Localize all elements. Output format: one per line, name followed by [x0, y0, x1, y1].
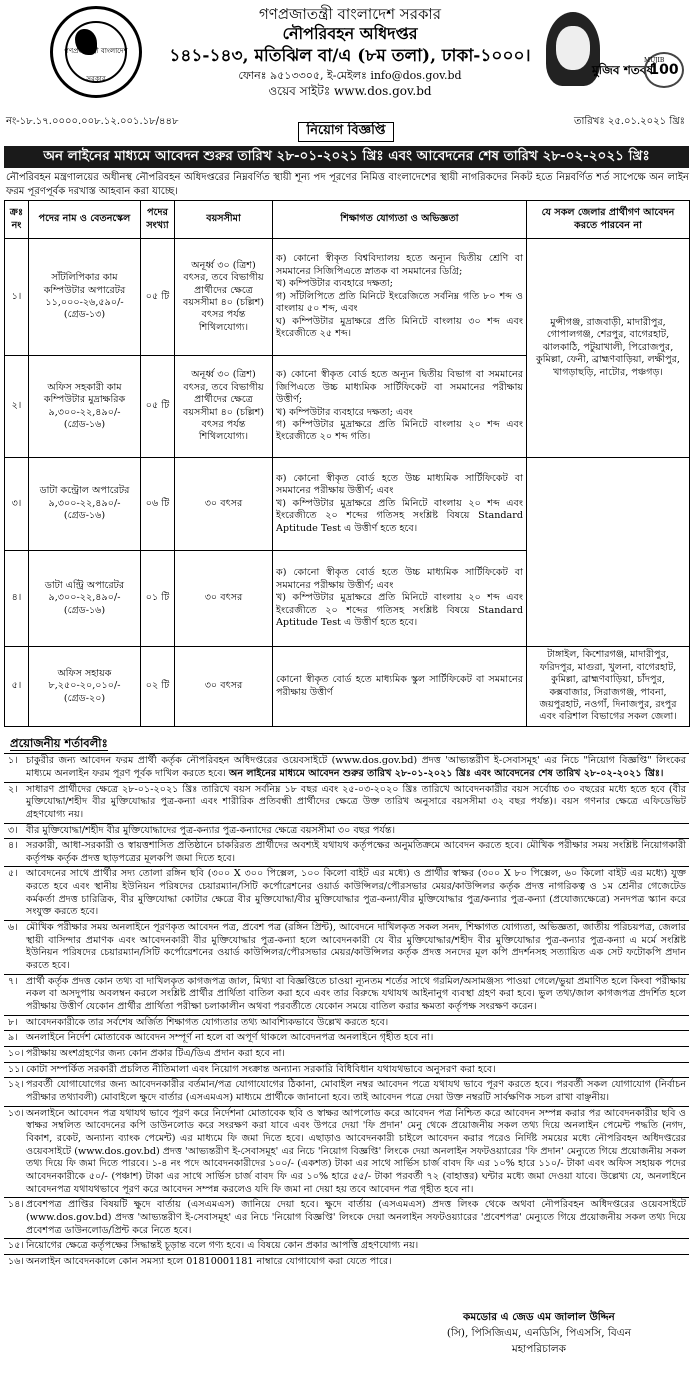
mujib-logo-text: মুজিব শতবর্ষ [592, 63, 654, 77]
department-address: ১৪১-১৪৩, মতিঝিল বা/এ (৮ম তলা), ঢাকা-১০০০। [169, 45, 531, 66]
table-row [5, 458, 690, 551]
cell-age: ৩০ বৎসর [175, 458, 273, 551]
cell-districts: টাঙ্গাইল, কিশোরগঞ্জ, মাদারীপুর, ফরিদপুর, মাগুরা, খুলনা, বাগেরহাট, কুমিল্লা, ব্রাহ্মণবাড়িয়া, চাঁদপুর, কক্সবাজার, সিরাজগঞ্জ, পাবনা, জয়পুরহাট, নওগাঁ, দিনাজপুর, রংপুর এবং বরিশাল বিভাগের সকল জেলা। [527, 647, 690, 727]
conditions-section [4, 737, 689, 1270]
government-name: গণপ্রজাতন্ত্রী বাংলাদেশ সরকার [258, 5, 442, 23]
cell-age: অনূর্ধ্ব ৩০ (ত্রিশ) বৎসর, তবে বিভাগীয় প্রার্থীদের ক্ষেত্রে বয়সসীমা ৪০ (চল্লিশ) বৎসর পর্যন্ত শিথিলযোগ্য। [175, 356, 273, 458]
condition-item: ৩। বীর মুক্তিযোদ্ধা/শহীদ বীর মুক্তিযোদ্ধাদের পুত্র-কন্যার পুত্র-কন্যাদের ক্ষেত্রে বয়সসীমা ৩০ বছর পর্যন্ত। [4, 823, 689, 839]
cell-qualification: ক) কোনো স্বীকৃত বোর্ড হতে উচ্চ মাধ্যমিক সার্টিফিকেট বা সমমানের পরীক্ষায় উত্তীর্ণ; এবং খ) কম্পিউটার মুদ্রাক্ষরে প্রতি মিনিটে বাংলায় ২০ শব্দ এবং ইংরেজীতে ২০ শব্দের গতিসহ সংশ্লিষ্ট বিষয়ে Standard Aptitude Test এ উত্তীর্ণ হতে হবে। [273, 458, 527, 551]
condition-item: ৯। অনলাইনে নির্দেশ মোতাবেক আবেদন সম্পূর্ণ না হলে বা অপূর্ণ থাকলে আবেদনপত্র অনলাইনে গৃহীত হবে না। [4, 1030, 689, 1046]
header-serial: ক্রঃ নং [5, 201, 29, 239]
centenary-mark: 100 [644, 52, 684, 88]
cell-serial: ৩। [5, 458, 29, 551]
cell-qualification: কোনো স্বীকৃত বোর্ড হতে মাধ্যমিক স্কুল সার্টিফিকেট বা সমমানের পরীক্ষায় উত্তীর্ণ [273, 647, 527, 727]
signatory-name: কমডোর এ জেড এম জালাল উদ্দিন [463, 1311, 615, 1323]
cell-post: সাঁটলিপিকার কাম কম্পিউটার অপারেটর ১১,০০০-২৬,৫৯০/- (গ্রেড-১৩) [29, 239, 141, 356]
header-text [160, 6, 540, 99]
cell-districts: মুন্সীগঞ্জ, রাজবাড়ী, মাদারীপুর, গোপালগঞ্জ, শেরপুর, বাগেরহাট, ঝালকাঠি, পটুয়াখালী, পিরোজপুর, কুমিল্লা, ফেনী, ব্রাহ্মণবাড়িয়া, লক্ষীপুর, খাগড়াছড়ি, নাটোর, পঞ্চগড়। [527, 239, 690, 458]
condition-item: ২। সাধারণ প্রার্থীদের ক্ষেত্রে ২৮-০১-২০২১ খ্রিঃ তারিখে বয়স সর্বনিম্ন ১৮ বছর এবং ২৫-০৩-২০২০ খ্রিঃ তারিখে আবেদনকারীর বয়স সর্বোচ্চ ৩০ বছরের মধ্যে হতে হবে (বীর মুক্তিযোদ্ধা/শহীদ বীর মুক্তিযোদ্ধার পুত্র-কন্যা এবং শারীরিক প্রতিবন্ধী প্রার্থীদের ক্ষেত্রে উক্ত তারিখ অনুসারে বয়সসীমা ৩২ বছর পর্যন্ত)। বয়স গণনার ক্ষেত্রে এফিডেভিট গ্রহণযোগ্য নয়। [4, 782, 689, 823]
table-row [5, 239, 690, 356]
cell-age: ৩০ বৎসর [175, 647, 273, 727]
condition-item: ১৩। অনলাইনে আবেদন পত্র যথাযথ ভাবে পূরণ করে নির্দেশনা মোতাবেক ছবি ও স্বাক্ষর আপলোড করে আবেদন পত্র নিশ্চিত করে আবেদন সম্পন্ন করার পর আবেদনকারীর ছবি ও স্বাক্ষর সম্বলিত আবেদনের কপি ডাউনলোড করে সংরক্ষণ করা যাবে এবং উপরে দেয়া 'ফি প্রদান' মেনু থেকে প্রয়োজনীয় সকল তথ্য দিয়ে অনলাইন পেমেন্ট পদ্ধতি (নগদ, বিকাশ, রকেট, অন্যান্য ব্যাংক পেমেন্ট) এর মাধ্যমে ফি জমা দিতে হবে। এছাড়াও আবেদনকারী চাইলে আবেদন করার পরেও নির্দিষ্ট সময়ের মধ্যে নৌপরিবহন অধিদপ্তরের ওয়েবসাইটে (www.dos.gov.bd) প্রদত্ত 'আভ্যন্তরীণ ই-সেবাসমূহ' এর নিচে 'নিয়োগ বিজ্ঞপ্তি' লিংকে দেয়া অনলাইন সফটওয়্যারের 'ফি প্রদান' মেন্যুতে গিয়ে প্রয়োজনীয় সকল তথ্য দিয়ে ফি জমা দিতে পারবে। ১-৪ নং পদে আবেদনকারীদের ১০০/- (একশত) টাকা এর সাথে সার্ভিস চার্জ বাবদ ফি এর ১০% হারে ১১০/- টাকা এবং অফিস সহায়ক পদের আবেদনকারীকে ৫০/- (পঞ্চাশ) টাকা এর সাথে সার্ভিস চার্জ বাবদ ফি এর ১০% হারে ৫৫/- টাকা পরবর্তী ৭২ (বাহাত্তর) ঘন্টার মধ্যে জমা দেওয়া যাবে। উল্লেখ্য যে, অনলাইনে আবেদনপত্র যথাযথভাবে পূরণ করে আবেদন সম্পন্ন করলেও যদি ফি জমা না দেয়া হয় তবে আবেদন পত্র গৃহীত হবে না। [4, 1106, 689, 1198]
condition-item: ১০। পরীক্ষায় অংশগ্রহণের জন্য কোন প্রকার টিএ/ডিএ প্রদান করা হবে না। [4, 1046, 689, 1062]
memo-number: নং-১৮.১৭.০০০০.০০৮.১২.০০১.১৮/৪৪৮ [6, 116, 179, 127]
header-count: পদের সংখ্যা [141, 201, 175, 239]
cell-count: ০৫ টি [141, 356, 175, 458]
condition-item: ১৫। নিয়োগের ক্ষেত্রে কর্তৃপক্ষের সিদ্ধান্তই চূড়ান্ত বলে গণ্য হবে। এ বিষয়ে কোন প্রকার আপত্তি গ্রহণযোগ্য নয়। [4, 1238, 689, 1254]
vacancy-table [4, 200, 690, 727]
mujib-small-text: MUJIB [644, 57, 665, 64]
condition-item: ১১। কোটা সম্পর্কিত সরকারী প্রচলিত নীতিমালা এবং নিয়োগ সংক্রান্ত অন্যান্য সরকারি বিধিবিধান যথাযথভাবে অনুসরণ করা হবে। [4, 1062, 689, 1078]
header-districts: যে সকল জেলার প্রার্থীগণ আবেদন করতে পারবেন না [527, 201, 690, 239]
condition-item: ৮। আবেদনকারীকে তার সর্বশেষ অর্জিত শিক্ষাগত যোগ্যতার তথ্য আবশ্যিকভাবে উল্লেখ করতে হবে। [4, 1015, 689, 1031]
cell-count: ০৬ টি [141, 458, 175, 551]
cell-qualification: ক) কোনো স্বীকৃত বোর্ড হতে উচ্চ মাধ্যমিক সার্টিফিকেট বা সমমানের পরীক্ষায় উত্তীর্ণ; এবং খ) কম্পিউটার মুদ্রাক্ষরে প্রতি মিনিটে বাংলায় ২০ শব্দ এবং ইংরেজীতে ২০ শব্দের গতিসহ সংশ্লিষ্ট বিষয়ে Standard Aptitude Test এ উত্তীর্ণ হতে হবে। [273, 551, 527, 647]
seal-bottom-text: সরকার [86, 75, 106, 83]
header-post: পদের নাম ও বেতনস্কেল [29, 201, 141, 239]
header-age: বয়সসীমা [175, 201, 273, 239]
condition-item: ১৬। অনলাইন আবেদনকালে কোন সমস্যা হলে 01810001181 নাম্বারে যোগাযোগ করা যেতে পারে। [4, 1254, 689, 1270]
cell-count: ০২ টি [141, 647, 175, 727]
intro-paragraph: নৌপরিবহন মন্ত্রণালয়ের অধীনস্থ নৌপরিবহন অধিদপ্তরের নিম্নবর্ণিত স্থায়ী শূন্য পদ পূরণের নিমিত্ত বাংলাদেশের স্থায়ী নাগরিকদের নিকট হতে নিম্নবর্ণিত শর্ত সাপেক্ষে অন লাইন ফরম পূরণপূর্বক দরখাস্ত আহবান করা যাচ্ছে। [6, 172, 689, 197]
signatory-designation: মহাপরিচালক [511, 1342, 567, 1355]
table-row [5, 647, 690, 727]
condition-item: ১। চাকুরীর জন্য আবেদন ফরম প্রার্থী কর্তৃক নৌপরিবহন অধিদপ্তরের ওয়েবসাইটে (www.dos.gov.bd) প্রদত্ত 'আভ্যন্তরীণ ই-সেবাসমূহ' এর নিচে "নিয়োগ বিজ্ঞপ্তি" লিংকের মাধ্যমে অনলাইন ফরম পূরণ পূর্বক দাখিল করতে হবে। অন লাইনের মাধ্যমে আবেদন শুরুর তারিখ ২৮-০১-২০২১ খ্রিঃ এবং আবেদনের শেষ তারিখ ২৮-০২-২০২১ খ্রিঃ। [4, 753, 689, 781]
cell-post: ডাটা কন্ট্রোল অপারেটর ৯,৩০০-২২,৪৯০/- (গ্রেড-১৬) [29, 458, 141, 551]
cell-count: ০১ টি [141, 551, 175, 647]
cell-age: অনূর্ধ্ব ৩০ (ত্রিশ) বৎসর, তবে বিভাগীয় প্রার্থীদের ক্ষেত্রে বয়সসীমা ৪০ (চল্লিশ) বৎসর পর্যন্ত শিথিলযোগ্য। [175, 239, 273, 356]
letterhead [0, 0, 693, 112]
application-dates-banner: অন লাইনের মাধ্যমে আবেদন শুরুর তারিখ ২৮-০১-২০২১ খ্রিঃ এবং আবেদনের শেষ তারিখ ২৮-০২-২০২১ খ্রিঃ [4, 146, 689, 168]
condition-item: ৫। আবেদনের সাথে প্রার্থীর সদ্য তোলা রঙ্গিন ছবি (৩০০ X ৩০০ পিক্সেল, ১০০ কিলো বাইট এর মধ্যে) ও প্রার্থীর স্বাক্ষর (৩০০ X ৮০ পিক্সেল, ৬০ কিলো বাইট এর মধ্যে) যুক্ত করতে হবে এবং স্থানীয় ইউনিয়ন পরিষদের চেয়ারম্যান/সিটি কর্পোরেশনের ওয়ার্ড কাউন্সিলর/পৌরসভার মেয়র/কাউন্সিলর কর্তৃক প্রদত্ত নাগরিকত্ব ও ১ম শ্রেনীর গেজেটেড কর্মকর্তা প্রদত্ত চারিত্রিক, বীর মুক্তিযোদ্ধা কোটার ক্ষেত্রে বীর মুক্তিযোদ্ধা/বীর মুক্তিযোদ্ধার পুত্র-কন্যা/বীর মুক্তিযোদ্ধার পুত্র/কন্যার পুত্র-কন্যা (প্রযোজ্যক্ষেত্রে) সনদপত্র স্ক্যান করে সংযুক্ত করতে হবে। [4, 866, 689, 920]
seal-text: গণপ্রজাতন্ত্রী বাংলাদেশ [64, 47, 128, 55]
condition-item: ১২। পরবর্তী যোগাযোগের জন্য আবেদনকারীর বর্তমান/পত্র যোগাযোগের ঠিকানা, মোবাইল নম্বর আবেদন পত্রে যথাযথ ভাবে পূরণ করতে হবে। পরবর্তী সকল যোগাযোগ (নির্বাচন পরীক্ষার তথ্যাবলী) মোবাইলে ক্ষুদে বার্তার (এসএমএস) মাধ্যমে প্রার্থীকে জানানো হবে। তাই আবেদন পত্রে দেয়া উক্ত নম্বরটি সার্বক্ষণিক সচল রাখা বাঞ্ছনীয়। [4, 1077, 689, 1105]
table-header-row [5, 201, 690, 239]
signature-block [447, 1310, 631, 1357]
mujib-centenary-logo [540, 6, 690, 98]
cell-serial: ৫। [5, 647, 29, 727]
cell-qualification: ক) কোনো স্বীকৃত বোর্ড হতে অন্যূন দ্বিতীয় বিভাগ বা সমমানের জিপিএতে উচ্চ মাধ্যমিক সার্টিফিকেট বা সমমানের পরীক্ষায় উত্তীর্ণ; খ) কম্পিউটার ব্যবহারে দক্ষতা; এবং গ) কম্পিউটার মুদ্রাক্ষরে প্রতি মিনিটে বাংলায় ২০ শব্দ এবং ইংরেজীতে ২০ শব্দ গতি। [273, 356, 527, 458]
government-seal-icon [50, 6, 142, 98]
notice-date: তারিখঃ ২৫.০১.২০২১ খ্রিঃ [574, 116, 685, 127]
cell-post: ডাটা এন্ট্রি অপারেটর ৯,৩০০-২২,৪৯০/- (গ্রেড-১৬) [29, 551, 141, 647]
cell-serial: ২। [5, 356, 29, 458]
condition-item: ৭। প্রার্থী কর্তৃক প্রদত্ত কোন তথ্য বা দাখিলকৃত কাগজপত্র জাল, মিথ্যা বা বিজ্ঞপ্তিতে চাওয়া ন্যূনতম শর্তের সাথে গরমিল/অসামঞ্জস্য পাওয়া গেলে/ভুয়া প্রমাণিত হলে কিংবা পরীক্ষায় নকল বা অসদুপায় অবলম্বন করলে সংশ্লিষ্ট প্রার্থীর প্রার্থিতা বাতিল করা হবে এবং তার বিরুদ্ধে যথাযথ আইনানুগ ব্যবস্থা গ্রহণ করা হবে। ভুল তথ্য/জাল কাগজপত্র প্রদর্শিত হলে পরীক্ষায় উত্তীর্ণ যেকোন প্রার্থীর প্রার্থিতা পরীক্ষা চলাকালীন অথবা পরবর্তীতে যেকোন সময়ে বাতিল করার ক্ষমতা কর্তৃপক্ষ সংরক্ষণ করেন। [4, 974, 689, 1015]
website: ওয়েব সাইটঃ www.dos.gov.bd [268, 83, 432, 98]
conditions-title: প্রয়োজনীয় শর্তাবলীঃ [10, 736, 108, 750]
cell-qualification: ক) কোনো স্বীকৃত বিশ্ববিদ্যালয় হতে অন্যূন দ্বিতীয় শ্রেণি বা সমমানের সিজিপিএতে স্নাতক বা সমমানের ডিগ্রি; খ) কম্পিউটার ব্যবহারে দক্ষতা; গ) সাঁটলিপিতে প্রতি মিনিটে ইংরেজিতে সর্বনিম্ন গতি ৮০ শব্দ ও বাংলায় ৫০ শব্দ, এবং ঘ) কম্পিউটার মুদ্রাক্ষরে প্রতি মিনিটে বাংলায় ৩০ শব্দ এবং ইংরেজীতে ২৫ শব্দ। [273, 239, 527, 356]
notice-title: নিয়োগ বিজ্ঞপ্তি [298, 122, 394, 142]
cell-serial: ১। [5, 239, 29, 356]
phone-email: ফোনঃ ৯৫১৩৩০৫, ই-মেইলঃ info@dos.gov.bd [238, 69, 462, 83]
cell-post: অফিস সহায়ক ৮,২৫০-২০,০১০/- (গ্রেড-২০) [29, 647, 141, 727]
condition-item: ৬। মৌখিক পরীক্ষার সময় অনলাইনে পূরণকৃত আবেদন পত্র, প্রবেশ পত্র (রঙ্গিন প্রিন্ট), আবেদনে দাখিলকৃত সকল সনদ, শিক্ষাগত যোগ্যতা, অভিজ্ঞতা, জাতীয় পরিচয়পত্র, জেলার স্থায়ী বাসিন্দার প্রমাণক এবং আবেদনকারী বীর মুক্তিযোদ্ধার পুত্র-কন্যা হলে আবেদনকারী যে বীর মুক্তিযোদ্ধার/শহীদ বীর মুক্তিযোদ্ধার পুত্র-কন্যার পুত্র-কন্যা এ মর্মে সংশ্লিষ্ট ইউনিয়ন পরিষদের চেয়ারম্যান/সিটি কর্পোরেশনের ওয়ার্ড কাউন্সিলর/পৌরসভার মেয়র/কাউন্সিলর কর্তৃক প্রদত্ত সনদের মূল কপি প্রদর্শনসহ সত্যায়িত এক সেট ফটোকপি প্রদান করতে হবে। [4, 920, 689, 974]
cell-count: ০৫ টি [141, 239, 175, 356]
cell-serial: ৪। [5, 551, 29, 647]
cell-post: অফিস সহকারী কাম কম্পিউটার মুদ্রাক্ষরিক ৯,৩০০-২২,৪৯০/- (গ্রেড-১৬) [29, 356, 141, 458]
condition-item: ৪। সরকারী, আধা-সরকারী ও স্বায়ত্তশাসিত প্রতিষ্ঠানে চাকরিরত প্রার্থীদের অবশ্যই যথাযথ কর্তৃপক্ষের অনুমতিক্রমে আবেদন করতে হবে। মৌখিক পরীক্ষার সময় সংশ্লিষ্ট নিয়োগকারী কর্তৃপক্ষ কর্তৃক প্রদত্ত ছাড়পত্রের মূলকপি জমা দিতে হবে। [4, 838, 689, 866]
cell-age: ৩০ বৎসর [175, 551, 273, 647]
header-qualification: শিক্ষাগত যোগ্যতা ও অভিজ্ঞতা [273, 201, 527, 239]
signatory-credentials: (সি), পিসিজিএম, এনডিসি, পিএসসি, বিএন [446, 1326, 631, 1339]
condition-item: ১৪। প্রবেশপত্র প্রাপ্তির বিষয়টি ক্ষুদে বার্তায় (এসএমএস) জানিয়ে দেয়া হবে। ক্ষুদে বার্তায় (এসএমএস) প্রদত্ত লিংক থেকে অথবা নৌপরিবহন অধিদপ্তরের ওয়েবসাইটে (www.dos.gov.bd) প্রদত্ত 'আভ্যন্তরীণ ই-সেবাসমূহ' এর নিচে 'নিয়োগ বিজ্ঞপ্তি' লিংকে দেয়া অনলাইন সফটওয়্যারের 'প্রবেশপত্র' মেন্যুতে গিয়ে প্রয়োজনীয় সকল তথ্য দিয়ে প্রবেশপত্র ডাউনলোড/প্রিন্ট করে নিতে হবে। [4, 1197, 689, 1238]
department-name: নৌপরিবহন অধিদপ্তর [282, 24, 418, 44]
